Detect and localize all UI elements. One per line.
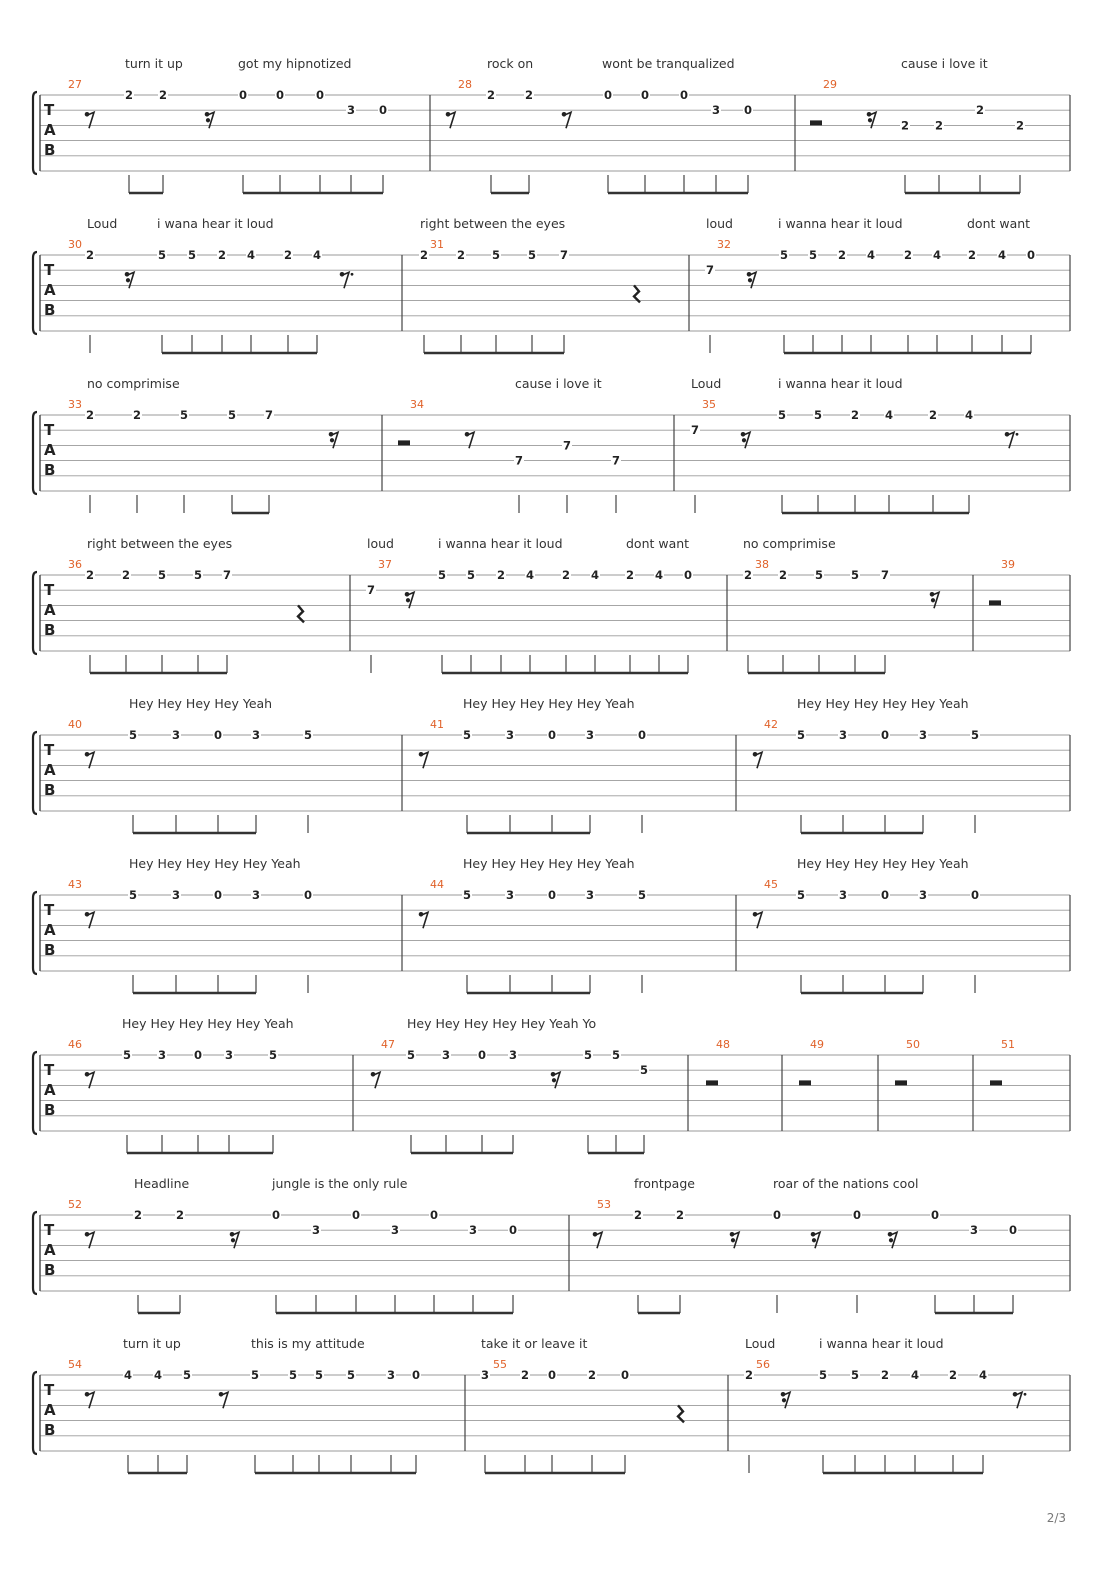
fret-number: 3 xyxy=(585,888,595,902)
measure-number: 36 xyxy=(68,558,82,571)
fret-number: 3 xyxy=(311,1223,321,1238)
measure-number: 48 xyxy=(716,1038,730,1051)
fret-number: 7 xyxy=(559,248,569,262)
fret-number: 3 xyxy=(390,1223,400,1238)
tab-clef-letter: A xyxy=(44,1081,56,1099)
measure-number: 28 xyxy=(458,78,472,91)
lyric-text: take it or leave it xyxy=(481,1336,588,1351)
lyric-text: no comprimise xyxy=(743,536,836,551)
measure-number: 41 xyxy=(430,718,444,731)
fret-number: 7 xyxy=(690,423,700,438)
fret-number: 2 xyxy=(175,1208,185,1222)
fret-number: 0 xyxy=(351,1208,361,1222)
fret-number: 2 xyxy=(486,88,496,102)
measure-number: 35 xyxy=(702,398,716,411)
lyric-text: roar of the nations cool xyxy=(773,1176,919,1191)
tab-clef-letter: T xyxy=(44,901,55,919)
tab-clef-letter: B xyxy=(44,461,56,479)
fret-number: 7 xyxy=(264,408,274,422)
fret-number: 5 xyxy=(128,728,138,742)
fret-number: 5 xyxy=(227,408,237,422)
system-bracket xyxy=(33,92,37,174)
tab-system xyxy=(33,1016,1070,1153)
fret-number: 2 xyxy=(928,408,938,422)
fret-number: 3 xyxy=(468,1223,478,1238)
fret-number: 0 xyxy=(1026,248,1036,262)
fret-number: 0 xyxy=(213,888,223,902)
lyric-text: Hey Hey Hey Hey Hey Yeah xyxy=(797,696,969,711)
lyric-text: i wanna hear it loud xyxy=(819,1336,944,1351)
fret-number: 2 xyxy=(934,118,944,133)
rest-symbol xyxy=(895,1080,907,1085)
tab-system xyxy=(33,1336,1070,1473)
system-bracket xyxy=(33,1372,37,1454)
lyric-text: Hey Hey Hey Hey Hey Yeah xyxy=(797,856,969,871)
fret-number: 7 xyxy=(514,453,524,468)
fret-number: 5 xyxy=(406,1048,416,1062)
fret-number: 5 xyxy=(814,568,824,582)
fret-number: 5 xyxy=(850,1368,860,1382)
fret-number: 5 xyxy=(157,248,167,262)
fret-number: 3 xyxy=(386,1368,396,1382)
fret-number: 0 xyxy=(620,1368,630,1382)
tab-clef-letter: T xyxy=(44,581,55,599)
measure-number: 46 xyxy=(68,1038,82,1051)
fret-number: 0 xyxy=(970,888,980,902)
fret-number: 5 xyxy=(187,248,197,262)
fret-number: 5 xyxy=(437,568,447,582)
fret-number: 0 xyxy=(378,103,388,118)
fret-number: 2 xyxy=(744,1368,754,1382)
lyric-text: dont want xyxy=(626,536,690,551)
fret-number: 2 xyxy=(743,568,753,582)
measure-number: 29 xyxy=(823,78,837,91)
fret-number: 5 xyxy=(314,1368,324,1382)
fret-number: 3 xyxy=(171,728,181,742)
tab-clef-letter: B xyxy=(44,781,56,799)
measure-number: 37 xyxy=(378,558,392,571)
fret-number: 3 xyxy=(251,728,261,742)
fret-number: 2 xyxy=(456,248,466,262)
lyric-text: Hey Hey Hey Hey Hey Yeah Yo xyxy=(407,1016,597,1031)
measure-number: 53 xyxy=(597,1198,611,1211)
system-bracket xyxy=(33,732,37,814)
lyric-text: Hey Hey Hey Hey Hey Yeah xyxy=(463,696,635,711)
tab-clef-letter: A xyxy=(44,1241,56,1259)
rest-symbol xyxy=(799,1080,811,1085)
lyric-text: this is my attitude xyxy=(251,1336,365,1351)
fret-number: 0 xyxy=(640,88,650,102)
measure-number: 49 xyxy=(810,1038,824,1051)
fret-number: 5 xyxy=(250,1368,260,1382)
fret-number: 3 xyxy=(838,728,848,742)
fret-number: 5 xyxy=(850,568,860,582)
fret-number: 0 xyxy=(880,888,890,902)
system-bracket xyxy=(33,572,37,654)
fret-number: 3 xyxy=(441,1048,451,1062)
fret-number: 0 xyxy=(213,728,223,742)
system-bracket xyxy=(33,1052,37,1134)
fret-number: 2 xyxy=(124,88,134,102)
measure-number: 39 xyxy=(1001,558,1015,571)
measure-number: 55 xyxy=(493,1358,507,1371)
fret-number: 0 xyxy=(193,1048,203,1062)
fret-number: 0 xyxy=(547,728,557,742)
measure-number: 31 xyxy=(430,238,444,251)
fret-number: 2 xyxy=(496,568,506,582)
fret-number: 3 xyxy=(918,888,928,902)
fret-number: 5 xyxy=(818,1368,828,1382)
measure-number: 45 xyxy=(764,878,778,891)
fret-number: 5 xyxy=(193,568,203,582)
measure-number: 51 xyxy=(1001,1038,1015,1051)
fret-number: 5 xyxy=(808,248,818,262)
fret-number: 2 xyxy=(283,248,293,262)
fret-number: 5 xyxy=(779,248,789,262)
lyric-text: i wana hear it loud xyxy=(157,216,274,231)
tab-system xyxy=(33,536,1070,673)
measure-number: 52 xyxy=(68,1198,82,1211)
measure-number: 32 xyxy=(717,238,731,251)
fret-number: 2 xyxy=(85,248,95,262)
measure-number: 33 xyxy=(68,398,82,411)
fret-number: 2 xyxy=(561,568,571,582)
fret-number: 5 xyxy=(462,888,472,902)
fret-number: 0 xyxy=(508,1223,518,1238)
fret-number: 5 xyxy=(182,1368,192,1382)
lyric-text: wont be tranqualized xyxy=(602,56,735,71)
tab-clef-letter: A xyxy=(44,121,56,139)
fret-number: 3 xyxy=(157,1048,167,1062)
system-bracket xyxy=(33,1212,37,1294)
fret-number: 7 xyxy=(705,263,715,278)
fret-number: 5 xyxy=(611,1048,621,1062)
fret-number: 2 xyxy=(778,568,788,582)
measure-number: 38 xyxy=(755,558,769,571)
fret-number: 7 xyxy=(880,568,890,582)
fret-number: 3 xyxy=(505,728,515,742)
fret-number: 5 xyxy=(462,728,472,742)
fret-number: 0 xyxy=(315,88,325,102)
lyric-text: right between the eyes xyxy=(87,536,233,551)
fret-number: 0 xyxy=(303,888,313,902)
rest-symbol xyxy=(810,120,822,125)
fret-number: 4 xyxy=(153,1368,163,1382)
fret-number: 5 xyxy=(639,1063,649,1078)
tab-clef-letter: T xyxy=(44,741,55,759)
fret-number: 2 xyxy=(675,1208,685,1222)
fret-number: 5 xyxy=(583,1048,593,1062)
fret-number: 5 xyxy=(288,1368,298,1382)
fret-number: 0 xyxy=(547,888,557,902)
fret-number: 2 xyxy=(967,248,977,262)
fret-number: 3 xyxy=(346,103,356,118)
fret-number: 5 xyxy=(157,568,167,582)
lyric-text: got my hipnotized xyxy=(238,56,352,71)
lyric-text: Hey Hey Hey Hey Hey Yeah xyxy=(463,856,635,871)
lyric-text: right between the eyes xyxy=(420,216,566,231)
fret-number: 2 xyxy=(85,408,95,422)
fret-number: 0 xyxy=(411,1368,421,1382)
measure-number: 42 xyxy=(764,718,778,731)
fret-number: 2 xyxy=(625,568,635,582)
fret-number: 5 xyxy=(796,888,806,902)
fret-number: 0 xyxy=(477,1048,487,1062)
fret-number: 0 xyxy=(637,728,647,742)
fret-number: 0 xyxy=(679,88,689,102)
measure-number: 56 xyxy=(756,1358,770,1371)
fret-number: 5 xyxy=(491,248,501,262)
lyric-text: frontpage xyxy=(634,1176,695,1191)
measure-number: 54 xyxy=(68,1358,82,1371)
fret-number: 7 xyxy=(562,438,572,453)
tab-clef-letter: A xyxy=(44,921,56,939)
lyric-text: turn it up xyxy=(125,56,183,71)
fret-number: 5 xyxy=(179,408,189,422)
fret-number: 2 xyxy=(524,88,534,102)
fret-number: 5 xyxy=(970,728,980,742)
fret-number: 4 xyxy=(654,568,664,582)
fret-number: 2 xyxy=(837,248,847,262)
rest-symbol xyxy=(298,605,304,622)
measure-number: 47 xyxy=(381,1038,395,1051)
system-bracket xyxy=(33,892,37,974)
fret-number: 2 xyxy=(880,1368,890,1382)
tab-system xyxy=(33,376,1070,513)
lyric-text: loud xyxy=(706,216,733,231)
tab-clef-letter: T xyxy=(44,421,55,439)
rest-symbol xyxy=(990,1080,1002,1085)
tab-clef-letter: A xyxy=(44,441,56,459)
fret-number: 5 xyxy=(777,408,787,422)
fret-number: 4 xyxy=(932,248,942,262)
measure-number: 27 xyxy=(68,78,82,91)
fret-number: 2 xyxy=(133,1208,143,1222)
fret-number: 2 xyxy=(85,568,95,582)
lyric-text: Hey Hey Hey Hey Hey Yeah xyxy=(122,1016,294,1031)
measure-number: 30 xyxy=(68,238,82,251)
fret-number: 3 xyxy=(838,888,848,902)
fret-number: 4 xyxy=(590,568,600,582)
fret-number: 5 xyxy=(122,1048,132,1062)
fret-number: 2 xyxy=(132,408,142,422)
tab-clef-letter: B xyxy=(44,1421,56,1439)
measure-number: 44 xyxy=(430,878,444,891)
fret-number: 2 xyxy=(158,88,168,102)
rest-symbol xyxy=(634,285,640,302)
tab-clef-letter: A xyxy=(44,281,56,299)
fret-number: 4 xyxy=(246,248,256,262)
lyric-text: dont want xyxy=(967,216,1031,231)
lyric-text: i wanna hear it loud xyxy=(778,216,903,231)
fret-number: 2 xyxy=(633,1208,643,1222)
fret-number: 3 xyxy=(171,888,181,902)
fret-number: 5 xyxy=(637,888,647,902)
fret-number: 4 xyxy=(312,248,322,262)
fret-number: 5 xyxy=(268,1048,278,1062)
lyric-text: Headline xyxy=(134,1176,190,1191)
fret-number: 3 xyxy=(251,888,261,902)
fret-number: 0 xyxy=(1008,1223,1018,1238)
fret-number: 2 xyxy=(948,1368,958,1382)
lyric-text: Hey Hey Hey Hey Yeah xyxy=(129,696,273,711)
lyric-text: loud xyxy=(367,536,394,551)
fret-number: 4 xyxy=(964,408,974,422)
rest-symbol xyxy=(706,1080,718,1085)
lyric-text: turn it up xyxy=(123,1336,181,1351)
fret-number: 5 xyxy=(303,728,313,742)
fret-number: 3 xyxy=(585,728,595,742)
measure-number: 50 xyxy=(906,1038,920,1051)
tab-clef-letter: A xyxy=(44,761,56,779)
fret-number: 0 xyxy=(683,568,693,582)
fret-number: 2 xyxy=(121,568,131,582)
fret-number: 2 xyxy=(217,248,227,262)
tab-clef-letter: A xyxy=(44,601,56,619)
tab-clef-letter: T xyxy=(44,1061,55,1079)
fret-number: 7 xyxy=(222,568,232,582)
fret-number: 0 xyxy=(603,88,613,102)
fret-number: 0 xyxy=(271,1208,281,1222)
tab-system xyxy=(33,1176,1070,1313)
measure-number: 40 xyxy=(68,718,82,731)
fret-number: 4 xyxy=(866,248,876,262)
measure-number: 43 xyxy=(68,878,82,891)
measure-number: 34 xyxy=(410,398,424,411)
tab-clef-letter: T xyxy=(44,1381,55,1399)
fret-number: 0 xyxy=(743,103,753,118)
fret-number: 2 xyxy=(903,248,913,262)
rest-symbol xyxy=(678,1405,684,1422)
fret-number: 3 xyxy=(480,1368,490,1382)
system-bracket xyxy=(33,412,37,494)
fret-number: 2 xyxy=(520,1368,530,1382)
fret-number: 0 xyxy=(852,1208,862,1222)
fret-number: 4 xyxy=(123,1368,133,1382)
lyric-text: Loud xyxy=(745,1336,776,1351)
fret-number: 5 xyxy=(813,408,823,422)
tab-system xyxy=(33,696,1070,833)
fret-number: 5 xyxy=(796,728,806,742)
fret-number: 4 xyxy=(978,1368,988,1382)
rest-symbol xyxy=(398,440,410,445)
lyric-text: cause i love it xyxy=(901,56,988,71)
fret-number: 2 xyxy=(975,103,985,118)
tab-clef-letter: B xyxy=(44,941,56,959)
fret-number: 5 xyxy=(527,248,537,262)
fret-number: 4 xyxy=(997,248,1007,262)
fret-number: 5 xyxy=(466,568,476,582)
lyric-text: cause i love it xyxy=(515,376,602,391)
fret-number: 2 xyxy=(419,248,429,262)
fret-number: 7 xyxy=(611,453,621,468)
fret-number: 0 xyxy=(275,88,285,102)
lyric-text: i wanna hear it loud xyxy=(778,376,903,391)
fret-number: 3 xyxy=(224,1048,234,1062)
lyric-text: Loud xyxy=(691,376,722,391)
fret-number: 0 xyxy=(547,1368,557,1382)
fret-number: 3 xyxy=(711,103,721,118)
fret-number: 5 xyxy=(128,888,138,902)
fret-number: 2 xyxy=(587,1368,597,1382)
lyric-text: Loud xyxy=(87,216,118,231)
tab-clef-letter: B xyxy=(44,621,56,639)
tab-clef-letter: T xyxy=(44,101,55,119)
lyric-text: no comprimise xyxy=(87,376,180,391)
fret-number: 7 xyxy=(366,583,376,598)
page-number: 2/3 xyxy=(1046,1511,1066,1525)
tab-clef-letter: A xyxy=(44,1401,56,1419)
fret-number: 0 xyxy=(429,1208,439,1222)
system-bracket xyxy=(33,252,37,334)
tab-clef-letter: B xyxy=(44,301,56,319)
fret-number: 2 xyxy=(1015,118,1025,133)
lyric-text: Hey Hey Hey Hey Hey Yeah xyxy=(129,856,301,871)
tab-system xyxy=(33,216,1070,353)
fret-number: 4 xyxy=(884,408,894,422)
lyric-text: i wanna hear it loud xyxy=(438,536,563,551)
fret-number: 3 xyxy=(505,888,515,902)
tab-system xyxy=(33,856,1070,993)
fret-number: 0 xyxy=(880,728,890,742)
tab-clef-letter: B xyxy=(44,1261,56,1279)
fret-number: 0 xyxy=(930,1208,940,1222)
fret-number: 2 xyxy=(900,118,910,133)
fret-number: 2 xyxy=(850,408,860,422)
fret-number: 0 xyxy=(772,1208,782,1222)
fret-number: 3 xyxy=(969,1223,979,1238)
rest-symbol xyxy=(989,600,1001,605)
lyric-text: rock on xyxy=(487,56,534,71)
fret-number: 4 xyxy=(910,1368,920,1382)
lyric-text: jungle is the only rule xyxy=(272,1176,408,1191)
tab-clef-letter: B xyxy=(44,1101,56,1119)
fret-number: 3 xyxy=(508,1048,518,1062)
tab-clef-letter: T xyxy=(44,1221,55,1239)
tab-clef-letter: T xyxy=(44,261,55,279)
fret-number: 5 xyxy=(346,1368,356,1382)
tab-clef-letter: B xyxy=(44,141,56,159)
tab-system xyxy=(33,56,1070,193)
fret-number: 0 xyxy=(238,88,248,102)
fret-number: 4 xyxy=(525,568,535,582)
fret-number: 3 xyxy=(918,728,928,742)
